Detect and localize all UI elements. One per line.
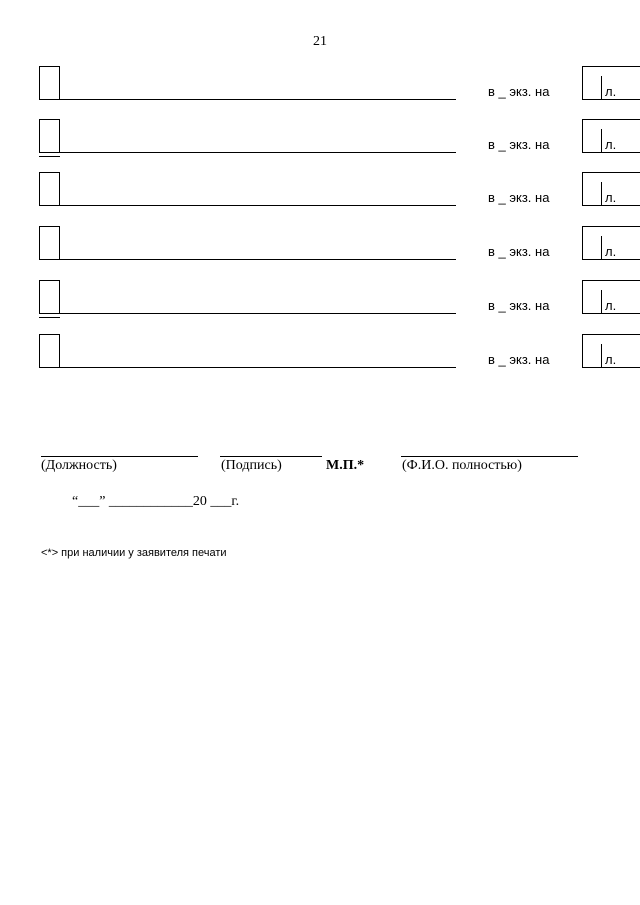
pages-label-5: л. [605, 298, 617, 313]
pages-divider-1 [601, 76, 602, 100]
pages-divider-6 [601, 344, 602, 368]
pages-label-3: л. [605, 190, 617, 205]
fullname-line[interactable] [401, 456, 578, 457]
checkbox-divider-2 [39, 156, 60, 157]
checkbox-2[interactable] [39, 119, 60, 153]
checkbox-3[interactable] [39, 172, 60, 206]
document-row-2 [0, 119, 640, 159]
copies-label-1: в _ экз. на [488, 84, 550, 99]
document-row-1 [0, 66, 640, 106]
copies-label-5: в _ экз. на [488, 298, 550, 313]
document-row-3 [0, 172, 640, 212]
checkbox-4[interactable] [39, 226, 60, 260]
pages-divider-3 [601, 182, 602, 206]
copies-label-2: в _ экз. на [488, 137, 550, 152]
checkbox-6[interactable] [39, 334, 60, 368]
position-label: (Должность) [41, 458, 117, 473]
date-line[interactable]: “___” ____________20 ___г. [72, 494, 240, 509]
pages-label-2: л. [605, 137, 617, 152]
fullname-label: (Ф.И.О. полностью) [402, 458, 522, 473]
document-name-line-4[interactable] [60, 259, 456, 260]
document-name-line-3[interactable] [60, 205, 456, 206]
document-name-line-5[interactable] [60, 313, 456, 314]
checkbox-1[interactable] [39, 66, 60, 100]
pages-divider-2 [601, 129, 602, 153]
checkbox-divider-5 [39, 317, 60, 318]
document-name-line-2[interactable] [60, 152, 456, 153]
position-line[interactable] [41, 456, 198, 457]
pages-label-4: л. [605, 244, 617, 259]
checkbox-5[interactable] [39, 280, 60, 314]
document-row-4 [0, 226, 640, 266]
document-name-line-1[interactable] [60, 99, 456, 100]
footnote: <*> при наличии у заявителя печати [41, 547, 227, 559]
copies-label-6: в _ экз. на [488, 352, 550, 367]
signature-line[interactable] [220, 456, 322, 457]
copies-label-3: в _ экз. на [488, 190, 550, 205]
pages-label-1: л. [605, 84, 617, 99]
pages-divider-4 [601, 236, 602, 260]
copies-label-4: в _ экз. на [488, 244, 550, 259]
document-name-line-6[interactable] [60, 367, 456, 368]
page-number: 21 [313, 34, 327, 49]
stamp-label: М.П.* [326, 458, 365, 473]
signature-label: (Подпись) [221, 458, 282, 473]
document-row-6 [0, 334, 640, 374]
pages-divider-5 [601, 290, 602, 314]
pages-label-6: л. [605, 352, 617, 367]
document-row-5 [0, 280, 640, 320]
